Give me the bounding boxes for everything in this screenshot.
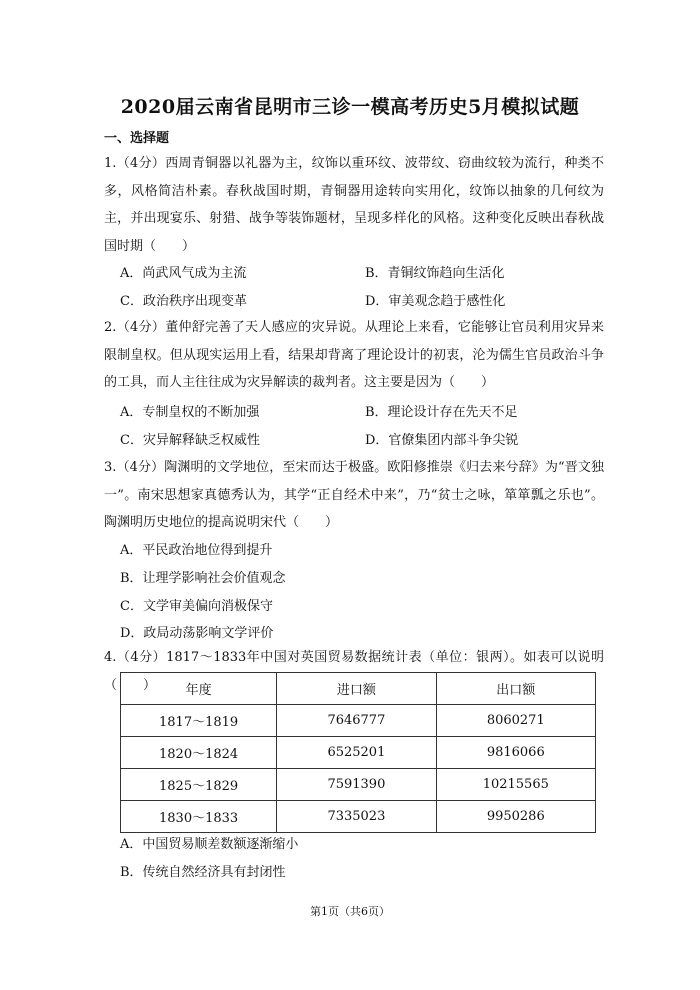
table-cell: 1820～1824 (121, 737, 277, 769)
table-header-cell: 年度 (121, 673, 277, 705)
question-2-option-d: D．官僚集团内部斗争尖锐 (365, 433, 519, 448)
table-cell: 9816066 (436, 737, 595, 769)
trade-data-table (120, 672, 596, 833)
table-cell: 1825～1829 (121, 769, 277, 801)
table-cell: 1830～1833 (121, 801, 277, 833)
question-1-option-c: C．政治秩序出现变革 (120, 294, 247, 309)
document-title: 2020届云南省昆明市三诊一模高考历史5月模拟试题 (120, 96, 580, 118)
table-cell: 10215565 (436, 769, 595, 801)
table-header-row (121, 673, 596, 705)
question-4-option-a: A．中国贸易顺差数额逐渐缩小 (120, 837, 299, 852)
table-cell: 7591390 (277, 769, 436, 801)
question-3-stem: 3.（4分）陶渊明的文学地位，至宋而达于极盛。欧阳修推崇《归去来兮辞》为“晋文独一”。南宋思想家真德秀认为，其学“正自经术中来”，乃“贫士之咏，箪箪瓢之乐也”。陶渊明历史地位的提高说明宋代（ ） (104, 460, 604, 530)
table-header-cell: 出口额 (436, 673, 595, 705)
question-3-option-b: B．让理学影响社会价值观念 (120, 571, 286, 586)
table-header-cell: 进口额 (277, 673, 436, 705)
table-row (121, 769, 596, 801)
question-1-stem: 1.（4分）西周青铜器以礼器为主，纹饰以重环纹、波带纹、窃曲纹较为流行，种类不多，风格简洁朴素。春秋战国时期，青铜器用途转向实用化，纹饰以抽象的几何纹为主，并出现宴乐、射猎、战争等装饰题材，呈现多样化的风格。这种变化反映出春秋战国时期（ ） (104, 156, 604, 254)
table-cell: 6525201 (277, 737, 436, 769)
table-cell: 7335023 (277, 801, 436, 833)
question-4-stem: 4.（4分）1817～1833年中国对英国贸易数据统计表（单位：银两）。如表可以说明（ ） (104, 650, 604, 693)
question-4-option-b: B．传统自然经济具有封闭性 (120, 865, 286, 880)
question-3-option-d: D．政局动荡影响文学评价 (120, 626, 274, 641)
question-2-option-b: B．理论设计存在先天不足 (365, 405, 518, 420)
table-cell: 7646777 (277, 705, 436, 737)
question-3-option-a: A．平民政治地位得到提升 (120, 543, 273, 558)
table-cell: 9950286 (436, 801, 595, 833)
table-cell: 1817～1819 (121, 705, 277, 737)
question-1-option-a: A．尚武风气成为主流 (120, 266, 247, 281)
table-row (121, 737, 596, 769)
question-1-option-b: B．青铜纹饰趋向生活化 (365, 266, 505, 281)
question-2-option-a: A．专制皇权的不断加强 (120, 405, 260, 420)
page-footer: 第1页（共6页） (310, 905, 390, 918)
table-row (121, 801, 596, 833)
table-row (121, 705, 596, 737)
section-heading: 一、选择题 (104, 131, 170, 146)
table-cell: 8060271 (436, 705, 595, 737)
question-2-option-c: C．灾异解释缺乏权威性 (120, 433, 260, 448)
question-2-stem: 2.（4分）董仲舒完善了天人感应的灾异说。从理论上来看，它能够让官员利用灾异来限制皇权。但从现实运用上看，结果却背离了理论设计的初衷，沦为儒生官员政治斗争的工具，而人主往往成为灾异解读的裁判者。这主要是因为（ ） (104, 320, 604, 390)
question-3-option-c: C．文学审美偏向消极保守 (120, 599, 273, 614)
question-1-option-d: D．审美观念趋于感性化 (365, 294, 506, 309)
